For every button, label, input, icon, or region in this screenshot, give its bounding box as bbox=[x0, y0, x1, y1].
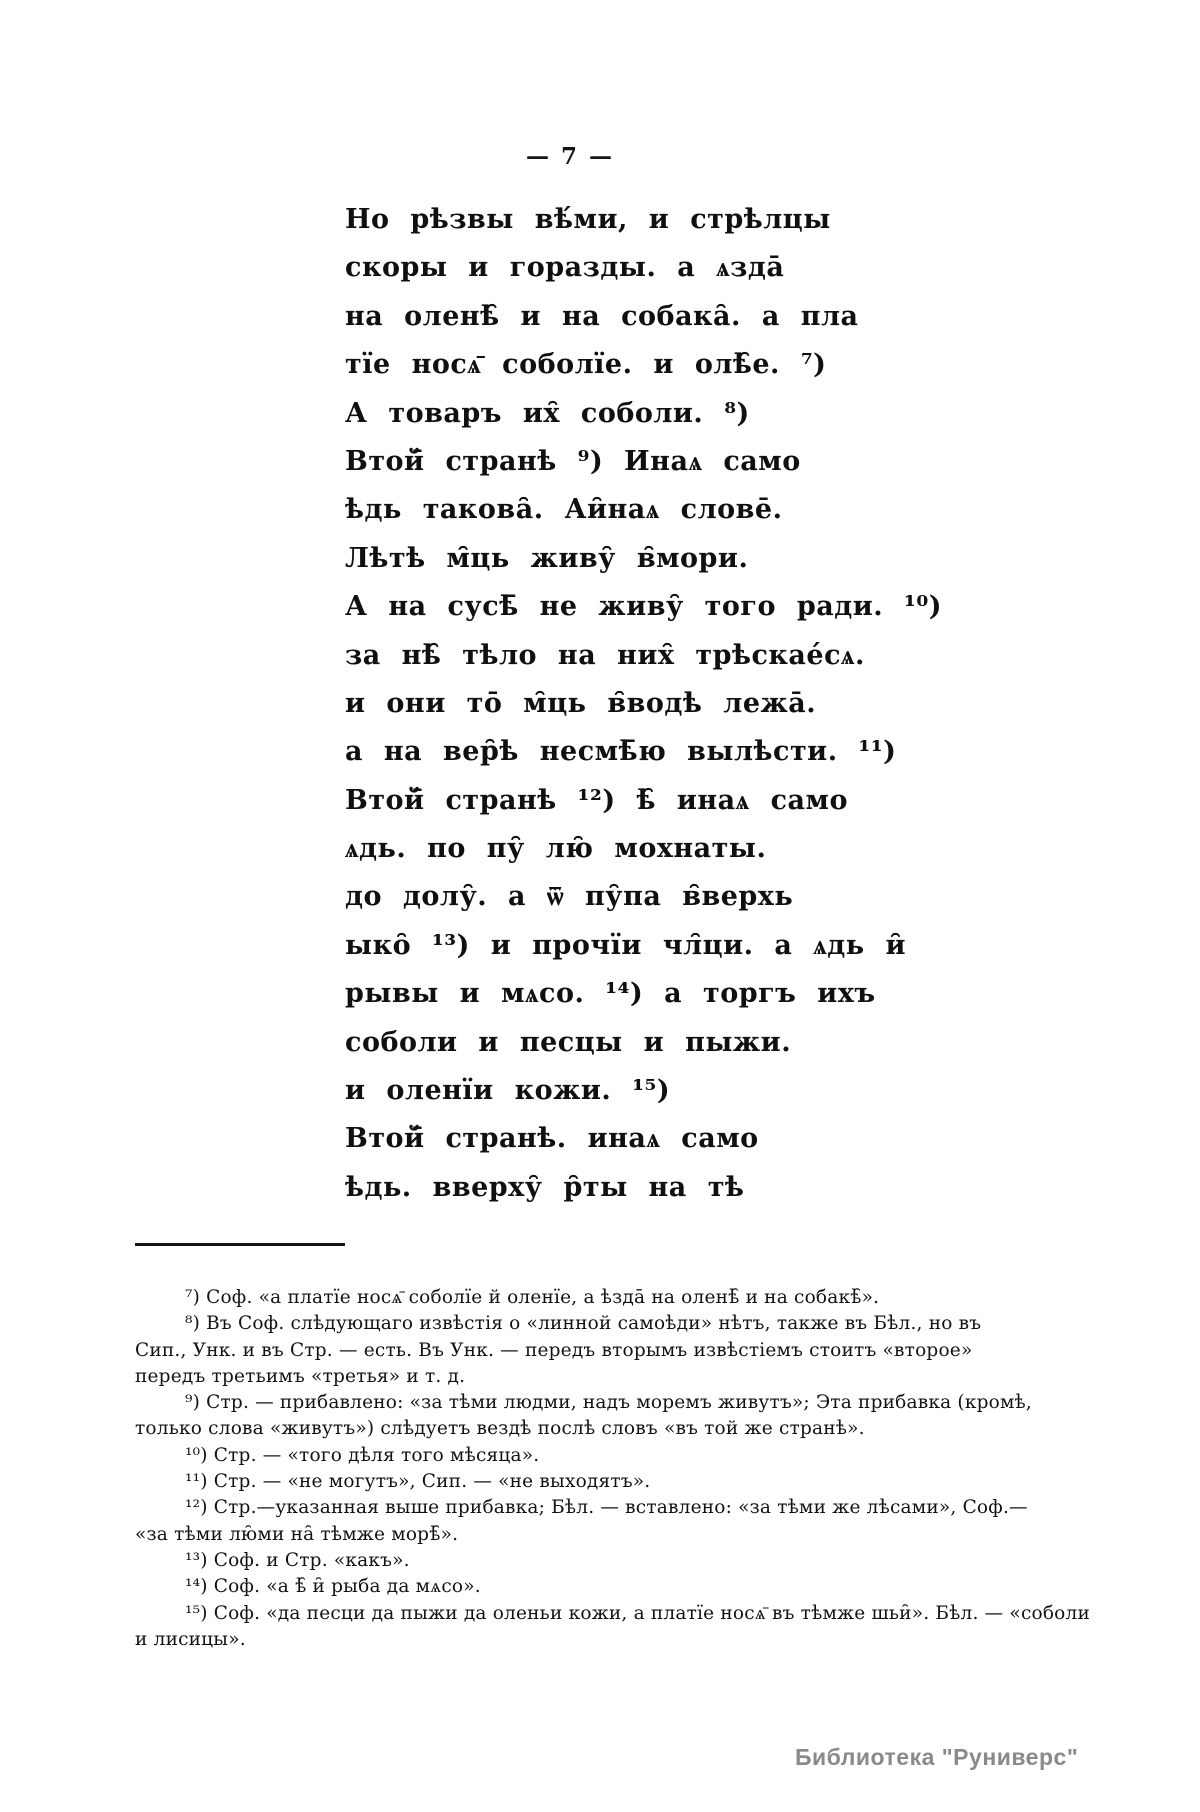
footnote-line-9: ⁹) Стр. — прибавлено: «за тѣми людми, надъ моремъ живутъ»; Эта прибавка (кромѣ, bbox=[185, 1392, 1032, 1414]
library-watermark: Библиотека "Руниверс" bbox=[795, 1744, 1079, 1770]
manuscript-line: ѧдь. по пу̑ лю̑ мохнаты. bbox=[345, 833, 767, 865]
manuscript-line: скоры и горазды. а ѧзда̄ bbox=[345, 252, 785, 284]
manuscript-line: Лѣтѣ м̑ць живу̑ в̑мори. bbox=[345, 542, 749, 574]
manuscript-line: Но рѣзвы вѣ́ми, и стрѣлцы bbox=[345, 204, 831, 235]
manuscript-line: рывы и мѧсо. ¹⁴) а торгъ ихъ bbox=[345, 978, 876, 1010]
footnote-line-7: ⁷) Соф. «а платїе носѧ̄ соболїе й оленїе, а ѣзда̄ на оленѣ̑ и на собакѣ̑». bbox=[185, 1287, 880, 1308]
footnote-line-12: ¹²) Стр.—указанная выше прибавка; Бѣл. — вставлено: «за тѣми же лѣсами», Соф.— bbox=[185, 1497, 1028, 1519]
manuscript-line: на оленѣ̑ и на собака̑. а пла bbox=[345, 300, 859, 332]
manuscript-line: ыко̑ ¹³) и прочїи чл̑ци. а ѧдь и̑ bbox=[345, 929, 907, 961]
manuscript-line: до долу̑. а ѿ пу̑па в̑верхь bbox=[345, 881, 794, 913]
footnote-line-8-cont: передъ третьимъ «третья» и т. д. bbox=[135, 1365, 466, 1387]
manuscript-line: тїе носѧ̄ соболїе. и олѣ̑е. ⁷) bbox=[345, 349, 827, 381]
manuscript-line: и они то̄ м̑ць в̑водѣ лежа̄. bbox=[345, 687, 817, 719]
manuscript-line: а на вер̑ѣ несмѣ̄ю вылѣсти. ¹¹) bbox=[345, 736, 897, 768]
footnote-line-15-cont: и лисицы». bbox=[135, 1628, 246, 1650]
footnote-line-11: ¹¹) Стр. — «не могутъ», Сип. — «не выходятъ». bbox=[185, 1471, 651, 1493]
footnote-line-8-cont: Сип., Унк. и въ Стр. — есть. Въ Унк. — передъ вторымъ извѣстіемъ стоитъ «второе» bbox=[135, 1339, 973, 1361]
manuscript-line: Втой̄ странѣ. инаѧ само bbox=[345, 1123, 759, 1155]
manuscript-line: и оленїи кожи. ¹⁵) bbox=[345, 1075, 671, 1107]
footnote-line-8: ⁸) Въ Соф. слѣдующаго извѣстія о «линной самоѣди» нѣтъ, также въ Бѣл., но въ bbox=[185, 1313, 982, 1335]
footnote-line-9-cont: только слова «живутъ») слѣдуетъ вездѣ послѣ словъ «въ той же странѣ». bbox=[135, 1418, 865, 1440]
footnote-line-15: ¹⁵) Соф. «да песци да пыжи да оленьи кожи, а платїе носѧ̄ въ тѣмже шьи̑». Бѣл. — «соболи bbox=[185, 1602, 1091, 1624]
page-number: — 7 — bbox=[525, 143, 615, 170]
manuscript-line: А товаръ их̑ соболи. ⁸) bbox=[345, 397, 750, 429]
manuscript-line: ѣдь. вверху̑ р̑ты на тѣ bbox=[345, 1171, 745, 1203]
manuscript-line: за нѣ̑ тѣло на них̑ трѣскае́сѧ. bbox=[345, 639, 865, 671]
footnotes-block bbox=[135, 1285, 1091, 1653]
footnote-separator-rule bbox=[135, 1243, 345, 1246]
main-text-block bbox=[345, 196, 942, 1212]
footnote-line-14: ¹⁴) Соф. «а ѣ̑ и̑ рыба да мѧсо». bbox=[185, 1576, 481, 1598]
manuscript-line: Втой̄ странѣ ⁹) Инаѧ само bbox=[345, 445, 801, 477]
manuscript-line: ѣдь такова̑. Аи̑наѧ слове̄. bbox=[345, 494, 783, 526]
manuscript-line: соболи и песцы и пыжи. bbox=[345, 1026, 792, 1058]
manuscript-line: Втой̄ странѣ ¹²) ѣ̑ инаѧ само bbox=[345, 784, 848, 816]
footnote-line-12-cont: «за тѣми лю̑ми на̑ тѣмже морѣ̑». bbox=[135, 1523, 459, 1545]
footnote-line-10: ¹⁰) Стр. — «того дѣля того мѣсяца». bbox=[185, 1444, 540, 1466]
footnote-line-13: ¹³) Соф. и Стр. «какъ». bbox=[185, 1549, 410, 1571]
manuscript-line: А на сусѣ̄ не живу̑ того ради. ¹⁰) bbox=[345, 591, 942, 623]
